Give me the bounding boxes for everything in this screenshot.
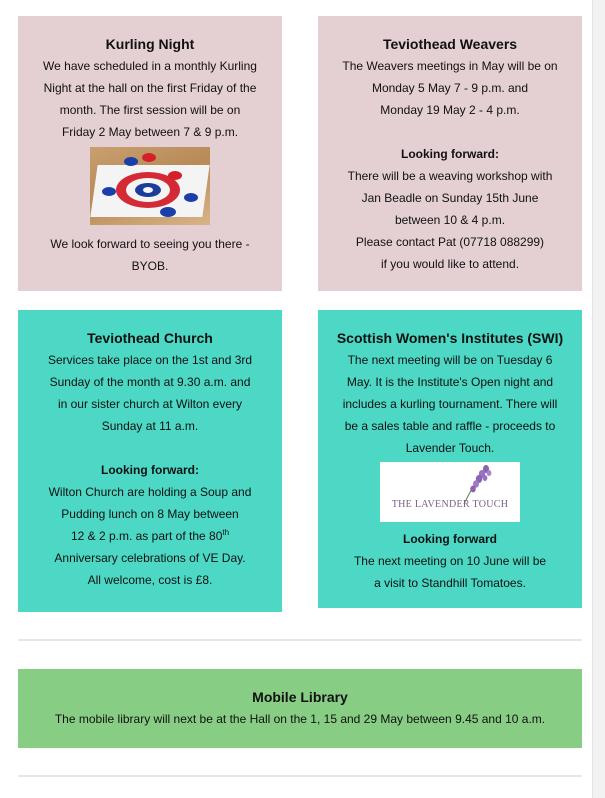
mobile-library-card <box>18 669 582 748</box>
weavers-line: Monday 19 May 2 - 4 p.m. <box>380 103 520 117</box>
curling-stone <box>184 193 198 202</box>
swi-forward-line: a visit to Standhill Tomatoes. <box>374 576 526 590</box>
weavers-forward-line: Please contact Pat (07718 088299) <box>355 235 545 249</box>
section-divider <box>18 639 582 641</box>
swi-subheading: Looking forward <box>403 532 497 546</box>
swi-line: May. It is the Institute's Open night and <box>346 375 554 389</box>
church-80-prefix: 12 & 2 p.m. as part of the 80 <box>70 529 223 543</box>
curling-target-button <box>143 187 153 193</box>
kurling-night-card <box>18 16 282 291</box>
church-line: in our sister church at Wilton every <box>57 397 243 411</box>
swi-line: includes a kurling tournament. There will <box>342 397 558 411</box>
page-scroll-edge <box>592 0 605 798</box>
church-forward-line: Pudding lunch on 8 May between <box>61 507 239 521</box>
church-80-suffix: th <box>222 528 230 537</box>
weavers-line: The Weavers meetings in May will be on <box>342 59 558 73</box>
swi-title: Scottish Women's Institutes (SWI) <box>336 330 564 346</box>
weavers-forward-line: There will be a weaving workshop with <box>347 169 553 183</box>
church-forward-line: Wilton Church are holding a Soup and <box>48 485 252 499</box>
weavers-line: Monday 5 May 7 - 9 p.m. and <box>371 81 529 95</box>
section-divider <box>18 775 582 777</box>
lavender-touch-logo <box>380 462 520 522</box>
kurling-line: month. The first session will be on <box>59 103 241 117</box>
curling-stone <box>102 187 116 196</box>
church-line: Sunday at 11 a.m. <box>101 419 199 433</box>
church-subheading: Looking forward: <box>101 463 199 477</box>
weavers-forward-line: if you would like to attend. <box>380 257 520 271</box>
church-title: Teviothead Church <box>87 330 213 346</box>
swi-card <box>318 310 582 608</box>
kurling-line: We have scheduled in a monthly Kurling <box>43 59 257 73</box>
curling-stone <box>124 157 138 166</box>
church-card <box>18 310 282 612</box>
kurling-footer-line: We look forward to seeing you there - <box>50 237 250 251</box>
church-line: Sunday of the month at 9.30 a.m. and <box>49 375 251 389</box>
curling-photo <box>90 147 210 225</box>
curling-stone <box>160 207 176 217</box>
kurling-footer-line: BYOB. <box>131 259 169 273</box>
weavers-subheading: Looking forward: <box>401 147 499 161</box>
swi-line: The next meeting will be on Tuesday 6 <box>347 353 553 367</box>
weavers-forward-line: Jan Beadle on Sunday 15th June <box>361 191 539 205</box>
church-forward-line: Anniversary celebrations of VE Day. <box>54 551 246 565</box>
weavers-card <box>318 16 582 291</box>
church-line: Services take place on the 1st and 3rd <box>47 353 253 367</box>
church-forward-line <box>18 525 282 547</box>
library-title: Mobile Library <box>252 689 348 705</box>
kurling-title: Kurling Night <box>105 36 195 52</box>
swi-line: be a sales table and raffle - proceeds to <box>344 419 556 433</box>
church-forward-line: All welcome, cost is £8. <box>87 573 213 587</box>
weavers-forward-line: between 10 & 4 p.m. <box>394 213 506 227</box>
swi-line: Lavender Touch. <box>405 441 495 455</box>
lavender-logo-text: THE LAVENDER TOUCH <box>391 499 509 510</box>
kurling-line: Friday 2 May between 7 & 9 p.m. <box>61 125 239 139</box>
curling-stone <box>142 153 156 162</box>
library-text: The mobile library will next be at the Hall on the 1, 15 and 29 May between 9.45 and 10 a.m. <box>54 712 546 726</box>
weavers-title: Teviothead Weavers <box>382 36 518 52</box>
curling-stone <box>168 171 182 180</box>
kurling-line: Night at the hall on the first Friday of the <box>43 81 257 95</box>
swi-forward-line: The next meeting on 10 June will be <box>353 554 547 568</box>
